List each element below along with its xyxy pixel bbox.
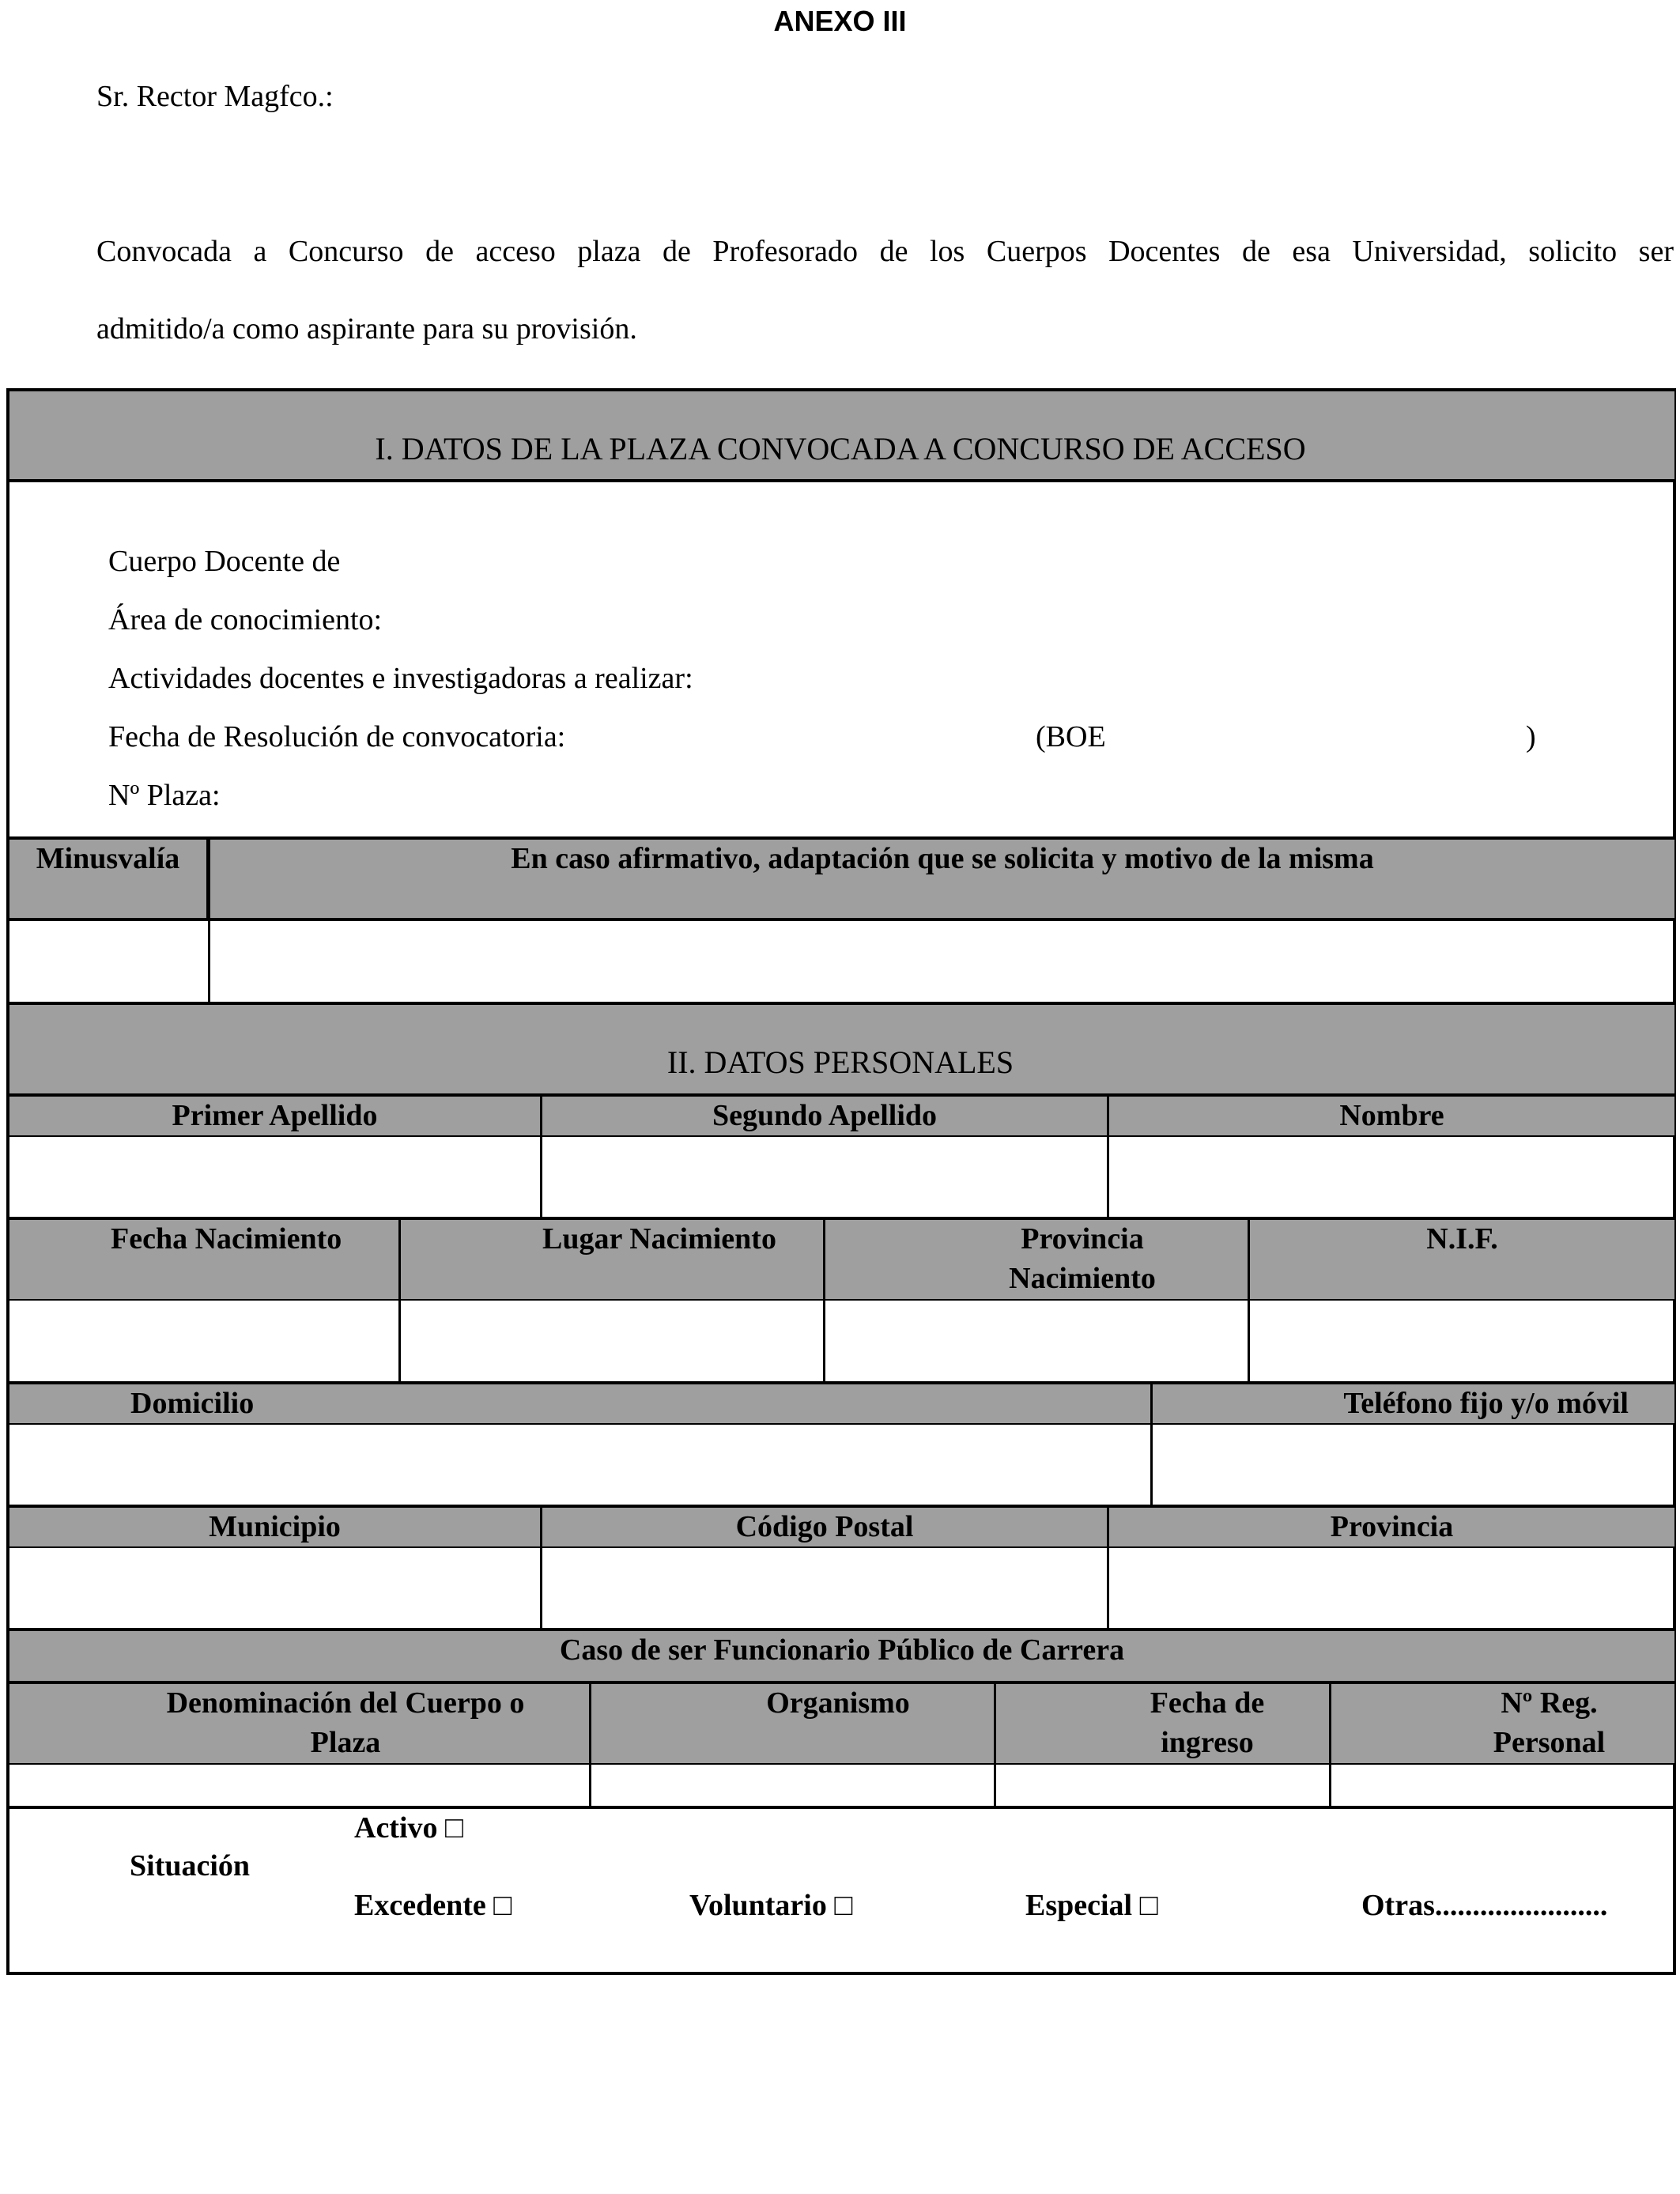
nombre-label: Nombre [1339, 1099, 1444, 1132]
provincia-nacimiento-label-2: Nacimiento [1009, 1262, 1156, 1295]
fecha-nacimiento-label: Fecha Nacimiento [111, 1222, 342, 1256]
provincia-field[interactable] [1109, 1548, 1674, 1628]
otras-field[interactable]: Otras....................... [1361, 1889, 1608, 1922]
provincia-label: Provincia [1330, 1510, 1454, 1543]
nif-label: N.I.F. [1426, 1222, 1498, 1256]
excedente-checkbox[interactable]: Excedente □ [354, 1889, 512, 1922]
primer-apellido-field[interactable] [9, 1137, 540, 1217]
denominacion-label-2: Plaza [310, 1726, 381, 1759]
fecha-ingreso-field[interactable] [996, 1765, 1329, 1806]
domicilio-label: Domicilio [130, 1387, 255, 1420]
nreg-label-2: Personal [1493, 1726, 1606, 1759]
municipio-label: Municipio [209, 1510, 341, 1543]
document-title: ANEXO III [773, 5, 907, 37]
especial-checkbox[interactable]: Especial □ [1025, 1889, 1158, 1922]
cuerpo-docente-label: Cuerpo Docente de [108, 545, 341, 578]
lugar-nacimiento-label: Lugar Nacimiento [542, 1222, 776, 1256]
fecha-ingreso-label-1: Fecha de [1150, 1686, 1265, 1720]
adaptacion-field[interactable] [210, 921, 1674, 1002]
denominacion-label-1: Denominación del Cuerpo o [166, 1686, 525, 1720]
codigo-postal-field[interactable] [542, 1548, 1107, 1628]
boe-close: ) [1526, 720, 1536, 753]
provincia-nacimiento-label-1: Provincia [1021, 1222, 1144, 1256]
telefono-field[interactable] [1153, 1425, 1674, 1505]
nreg-field[interactable] [1331, 1765, 1674, 1806]
telefono-label: Teléfono fijo y/o móvil [1343, 1387, 1629, 1420]
segundo-apellido-field[interactable] [542, 1137, 1107, 1217]
boe-label: (BOE [1036, 720, 1106, 753]
nombre-field[interactable] [1109, 1137, 1674, 1217]
fecha-resolucion-label: Fecha de Resolución de convocatoria: [108, 720, 566, 753]
organismo-label: Organismo [766, 1686, 910, 1720]
minusvalia-field[interactable] [9, 921, 206, 1002]
municipio-field[interactable] [9, 1548, 540, 1628]
section1-title: I. DATOS DE LA PLAZA CONVOCADA A CONCURSO DE ACCESO [375, 431, 1306, 466]
segundo-apellido-label: Segundo Apellido [712, 1099, 938, 1132]
nif-field[interactable] [1250, 1301, 1674, 1381]
intro-paragraph-line1: Convocada a Concurso de acceso plaza de Profesorado de los Cuerpos Docentes de esa Universidad, solicito ser [96, 235, 1674, 268]
fecha-nacimiento-field[interactable] [9, 1301, 398, 1381]
activo-checkbox[interactable]: Activo □ [354, 1811, 463, 1845]
primer-apellido-label: Primer Apellido [172, 1099, 378, 1132]
section2-title: II. DATOS PERSONALES [666, 1044, 1014, 1080]
codigo-postal-label: Código Postal [735, 1510, 914, 1543]
organismo-field[interactable] [591, 1765, 994, 1806]
area-conocimiento-label: Área de conocimiento: [108, 603, 383, 636]
voluntario-checkbox[interactable]: Voluntario □ [689, 1889, 853, 1922]
intro-paragraph-line2: admitido/a como aspirante para su provisión. [96, 312, 637, 346]
actividades-label: Actividades docentes e investigadoras a realizar: [108, 662, 693, 695]
provincia-nacimiento-field[interactable] [825, 1301, 1248, 1381]
salutation: Sr. Rector Magfco.: [96, 80, 334, 113]
lugar-nacimiento-field[interactable] [401, 1301, 823, 1381]
situacion-label: Situación [130, 1849, 251, 1882]
domicilio-field[interactable] [9, 1425, 1150, 1505]
plaza-label: Nº Plaza: [108, 779, 221, 812]
nreg-label-1: Nº Reg. [1501, 1686, 1598, 1720]
minusvalia-label: Minusvalía [36, 842, 180, 875]
adaptacion-label: En caso afirmativo, adaptación que se solicita y motivo de la misma [511, 842, 1374, 875]
denominacion-field[interactable] [9, 1765, 589, 1806]
fecha-ingreso-label-2: ingreso [1161, 1726, 1254, 1759]
funcionario-title: Caso de ser Funcionario Público de Carrera [559, 1633, 1125, 1667]
